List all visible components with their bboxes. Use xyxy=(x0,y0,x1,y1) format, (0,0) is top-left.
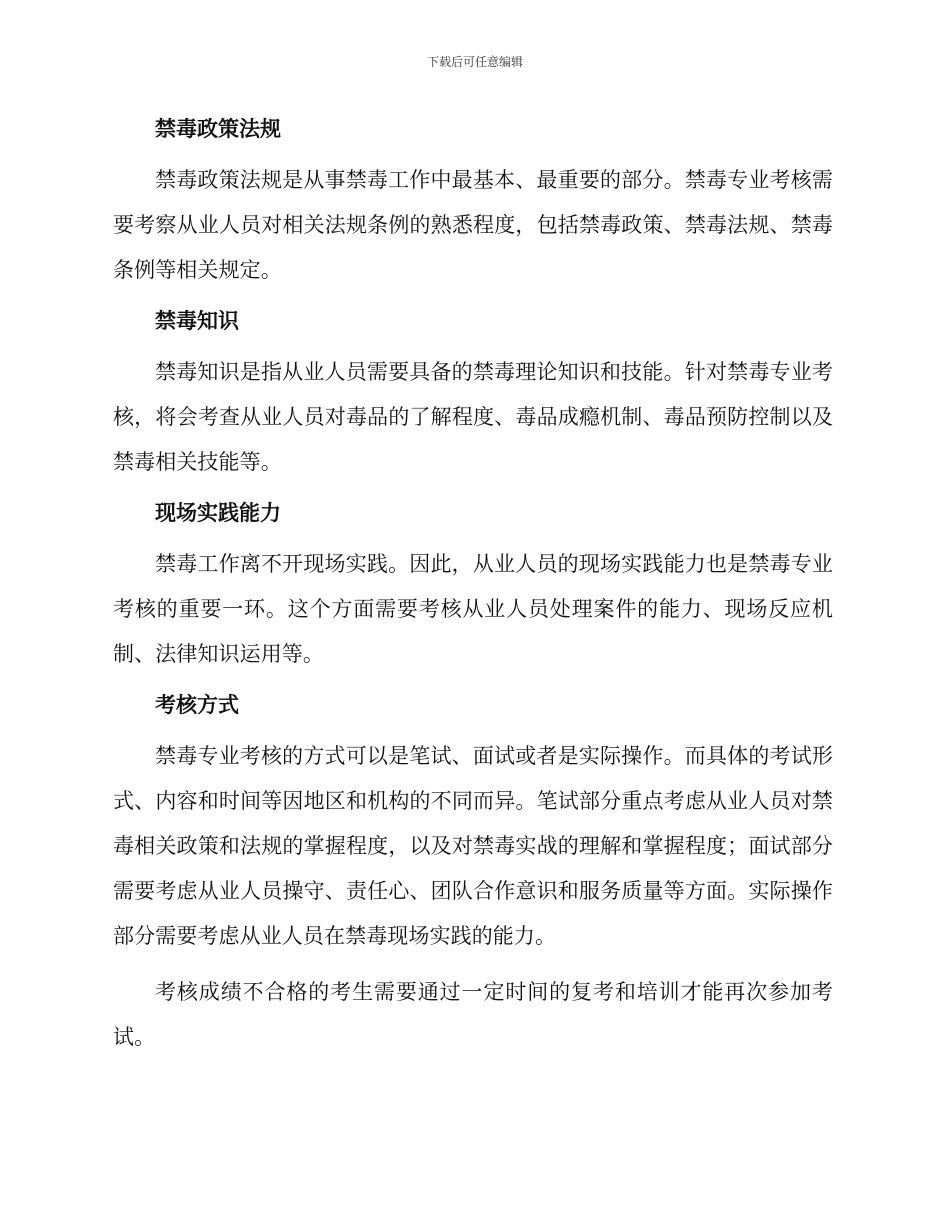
section-heading: 现场实践能力 xyxy=(155,501,281,525)
section-paragraph: 禁毒工作离不开现场实践。因此，从业人员的现场实践能力也是禁毒专业考核的重要一环。这个方面需要考核从业人员处理案件的能力、现场反应机制、法律知识运用等。 xyxy=(113,552,833,666)
section-field-practice xyxy=(113,496,833,677)
section-heading: 禁毒政策法规 xyxy=(155,117,281,141)
section-policy-regulations xyxy=(113,112,833,293)
section-paragraph: 禁毒政策法规是从事禁毒工作中最基本、最重要的部分。禁毒专业考核需要考察从业人员对相关法规条例的熟悉程度，包括禁毒政策、禁毒法规、禁毒条例等相关规定。 xyxy=(113,168,833,282)
closing-paragraph: 考核成绩不合格的考生需要通过一定时间的复考和培训才能再次参加考试。 xyxy=(113,980,833,1049)
section-heading: 禁毒知识 xyxy=(155,309,239,333)
section-assessment-method xyxy=(113,688,833,959)
header-note: 下载后可任意编辑 xyxy=(426,55,523,69)
section-heading: 考核方式 xyxy=(155,693,239,717)
section-paragraph: 禁毒知识是指从业人员需要具备的禁毒理论知识和技能。针对禁毒专业考核，将会考查从业人员对毒品的了解程度、毒品成瘾机制、毒品预防控制以及禁毒相关技能等。 xyxy=(113,360,833,474)
section-paragraph: 禁毒专业考核的方式可以是笔试、面试或者是实际操作。而具体的考试形式、内容和时间等因地区和机构的不同而异。笔试部分重点考虑从业人员对禁毒相关政策和法规的掌握程度，以及对禁毒实战的理解和掌握程度；面试部分需要考虑从业人员操守、责任心、团队合作意识和服务质量等方面。实际操作部分需要考虑从业人员在禁毒现场实践的能力。 xyxy=(113,744,833,948)
section-knowledge xyxy=(113,304,833,485)
document-body xyxy=(113,112,833,1071)
